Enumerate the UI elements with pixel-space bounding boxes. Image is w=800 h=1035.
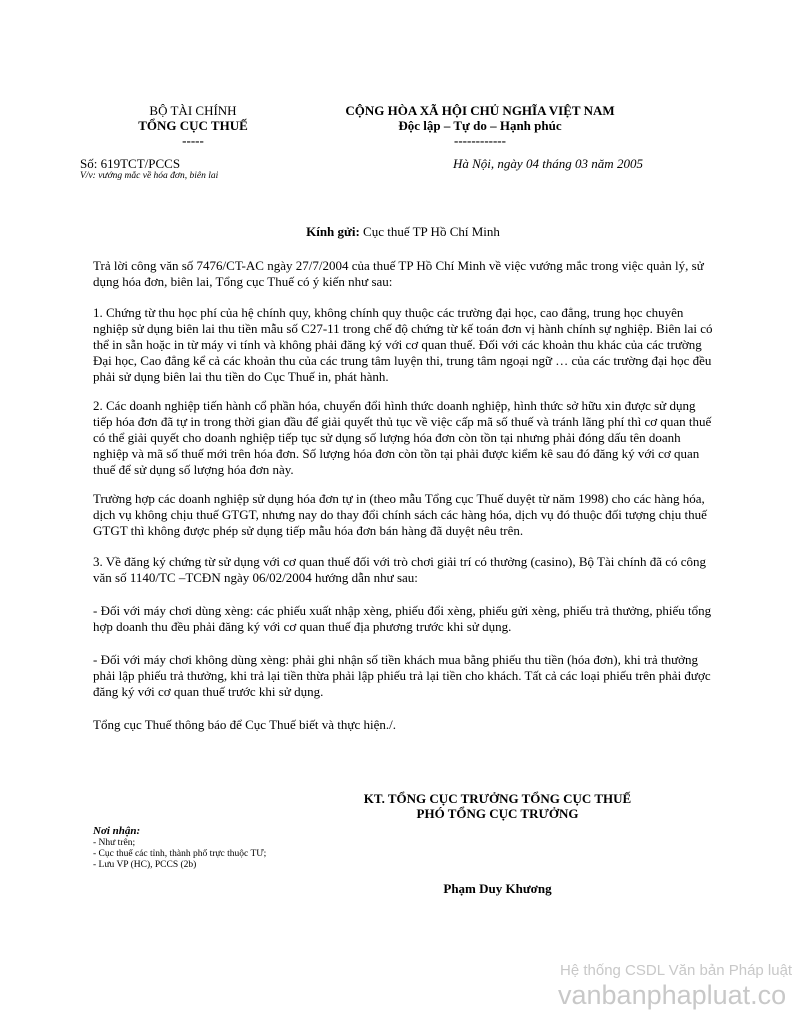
recipient-item: - Như trên; (93, 838, 136, 848)
signature-block (330, 791, 665, 821)
paragraph-2: 2. Các doanh nghiệp tiến hành cổ phần hóa, chuyển đổi hình thức doanh nghiệp, hình thức sở hữu xin được sử dụng tiếp hóa đơn đã tự in trong thời gian đầu để giải quyết thủ tục về việc cấp mã số thuế và tránh lãng phí thì cơ quan thuế có thể giải quyết cho doanh nghiệp tiếp tục sử dụng số lượng hóa đơn còn tồn tại nhưng phải đóng dấu tên doanh nghiệp và mã số thuế mới trên hóa đơn. Số lượng hóa đơn còn tồn tại phải được kiểm kê sau đó đăng ký với cơ quan thuế để sử dụng số lượng hóa đơn này. (93, 398, 712, 477)
paragraph-3-nochips: - Đối với máy chơi không dùng xèng: phải ghi nhận số tiền khách mua bằng phiếu thu tiền (hóa đơn), khi trả thưởng phải lập phiếu trả thưởng, khi trả lại tiền thừa phải lập phiếu trả lại tiền cho khách. Tất cả các loại phiếu trên phải được đăng ký với cơ quan thuế trước khi sử dụng. (93, 652, 711, 699)
signer-name: Phạm Duy Khương (443, 881, 552, 896)
watermark-caption: Hệ thống CSDL Văn bản Pháp luật (560, 962, 793, 979)
addressee-label: Kính gửi: (306, 224, 360, 239)
ministry-name: BỘ TÀI CHÍNH (149, 103, 237, 118)
recipient-item: - Lưu VP (HC), PCCS (2b) (93, 860, 197, 870)
addressee-value: Cục thuế TP Hồ Chí Minh (359, 224, 500, 239)
watermark-site: vanbanphapluat.co (558, 980, 787, 1010)
nation-motto: Độc lập – Tự do – Hạnh phúc (398, 118, 562, 133)
paragraph-1: 1. Chứng từ thu học phí của hệ chính quy, không chính quy thuộc các trường đại học, cao đẳng, trung học chuyên nghiệp sử dụng biên lai thu tiền mẫu số C27-11 trong chế độ chứng từ kế toán đơn vị hành chính sự nghiệp. Biên lai có thể in sẵn hoặc in từ máy vi tính và không phải đăng ký với cơ quan thuế. Đối với các khoản thu khác của các trường Đại học, Cao đẳng kể cả các khoản thu của các trung tâm luyện thi, trung tâm ngoại ngữ … của các trường đại học đều phải sử dụng biên lai thu tiền do Cục Thuế in, phát hành. (93, 305, 713, 384)
issuer-block (93, 103, 293, 148)
signature-title: KT. TỔNG CỤC TRƯỞNG TỔNG CỤC THUẾ (363, 791, 632, 806)
paragraph-intro: Trả lời công văn số 7476/CT-AC ngày 27/7/2004 của thuế TP Hồ Chí Minh về việc vướng mắc trong việc quản lý, sử dụng hóa đơn, biên lai, Tổng cục Thuế có ý kiến như sau: (93, 258, 704, 289)
place-date: Hà Nội, ngày 04 tháng 03 năm 2005 (453, 156, 643, 171)
department-name: TỔNG CỤC THUẾ (138, 118, 248, 133)
nation-block (310, 103, 650, 148)
paragraph-3: 3. Về đăng ký chứng từ sử dụng với cơ quan thuế đối với trò chơi giải trí có thưởng (casino), Bộ Tài chính đã có công văn số 1140/TC –TCĐN ngày 06/02/2004 hướng dẫn như sau: (93, 554, 707, 585)
paragraph-closing: Tổng cục Thuế thông báo để Cục Thuế biết và thực hiện./. (93, 717, 396, 732)
paragraph-3-chips: - Đối với máy chơi dùng xèng: các phiếu xuất nhập xèng, phiếu đổi xèng, phiếu gửi xèng, phiếu trả thưởng, phiếu tổng hợp doanh thu đều phải đăng ký với cơ quan thuế địa phương trước khi sử dụng. (93, 603, 712, 634)
signature-subtitle: PHÓ TỔNG CỤC TRƯỞNG (416, 806, 579, 821)
document-number: Số: 619TCT/PCCS (80, 156, 181, 171)
issuer-separator: ----- (182, 133, 204, 148)
recipients-title: Nơi nhận: (93, 825, 141, 837)
document-subject: V/v: vướng mắc về hóa đơn, biên lai (80, 171, 219, 181)
recipient-item: - Cục thuế các tỉnh, thành phố trực thuộc TƯ; (93, 849, 267, 859)
nation-separator: ------------ (454, 133, 506, 148)
paragraph-2-case: Trường hợp các doanh nghiệp sử dụng hóa đơn tự in (theo mẫu Tổng cục Thuế duyệt từ năm 1998) cho các hàng hóa, dịch vụ không chịu thuế GTGT, nhưng nay do thay đổi chính sách các hàng hóa, dịch vụ đó thuộc đối tượng chịu thuế GTGT thì không được phép sử dụng tiếp mẫu hóa đơn bán hàng đã duyệt nêu trên. (93, 491, 707, 538)
addressee-line (93, 224, 713, 240)
nation-title: CỘNG HÒA XÃ HỘI CHỦ NGHĨA VIỆT NAM (345, 103, 615, 118)
recipients-block (93, 825, 266, 871)
